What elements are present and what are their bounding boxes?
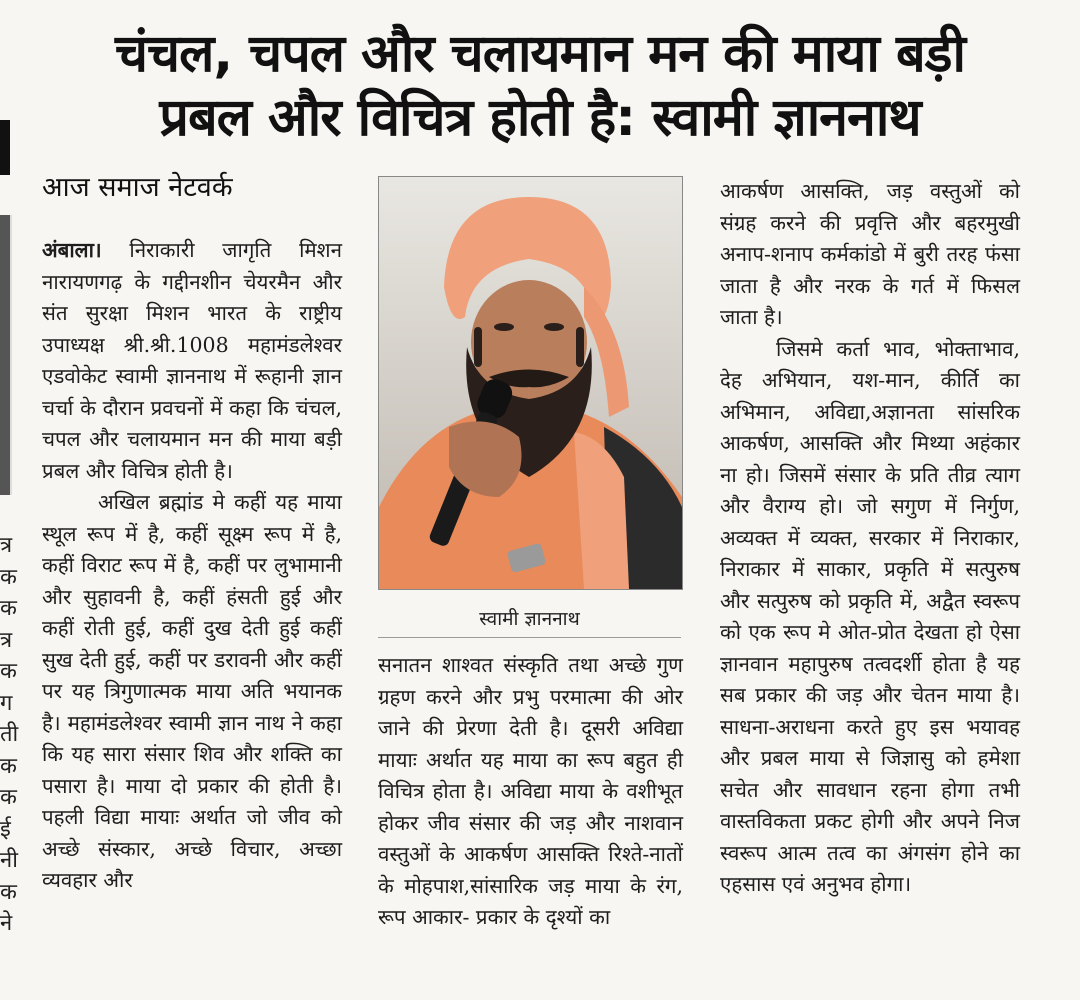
dateline: अंबाला। — [42, 238, 102, 262]
edge-char: क — [0, 596, 17, 621]
edge-char: नी — [0, 848, 18, 873]
article-paragraph: अखिल ब्रह्मांड मे कहीं यह माया स्थूल रूप में है, कहीं सूक्ष्म रूप में है, कहीं विराट रूप में है, कहीं पर लुभामानी और सुहावनी है, कहीं हंसती हुई और कहीं रोती हुई, कहीं दुख देती हुई कहीं सुख देती हुई, कहीं पर डरावनी और कहीं पर यह त्रिगुणात्मक माया अति भयानक है। महामंडलेश्वर स्वामी ज्ञान नाथ ने कहा कि यह सारा संसार शिव और शक्ति का पसारा है। माया दो प्रकार की होती है। पहली विद्या मायाः अर्थात जो जीव को अच्छे संस्कार, अच्छे विचार, अच्छा व्यवहार और — [42, 490, 342, 892]
article-column-1 — [42, 235, 342, 897]
portrait-with-microphone-icon — [379, 177, 682, 589]
article-paragraph: आकर्षण आसक्ति, जड़ वस्तुओं को संग्रह करने की प्रवृत्ति और बहरमुखी अनाप-शनाप कर्मकांडो में बुरी तरह फंसा जाता है और नरक के गर्त में फिसल जाता है। — [720, 179, 1020, 329]
headline — [0, 22, 1080, 150]
edge-char: क — [0, 659, 17, 684]
article-column-2 — [378, 650, 683, 934]
paragraph-text: निराकारी जागृति मिशन नारायणगढ़ के गद्दीनशीन चेयरमैन और संत सुरक्षा मिशन भारत के राष्ट्रीय उपाध्यक्ष श्री.श्री.1008 महामंडलेश्वर एडवोकेट स्वामी ज्ञाननाथ में रूहानी ज्ञान चर्चा के दौरान प्रवचनों में कहा कि चंचल, चपल और चलायमान मन की माया बड़ी प्रबल और विचित्र होती है। — [42, 238, 342, 483]
adjacent-photo-fragment — [0, 215, 12, 495]
caption-divider — [378, 637, 681, 638]
edge-char: त्र — [0, 533, 13, 558]
article-column-3 — [720, 176, 1020, 901]
edge-char: ई — [0, 816, 11, 842]
article-paragraph — [42, 235, 342, 487]
article-paragraph: सनातन शाश्वत संस्कृति तथा अच्छे गुण ग्रहण करने और प्रभु परमात्मा की ओर जाने की प्रेरणा देती है। दूसरी अविद्या मायाः अर्थात यह माया का रूप बहुत ही विचित्र होता है। अविद्या माया के वशीभूत होकर जीव संसार की जड़ और नाशवान वस्तुओं के आकर्षण आसक्ति रिश्ते-नातों के मोहपाश,सांसारिक जड़ माया के रंग, रूप आकार- प्रकार के दृश्यों का — [378, 653, 683, 929]
edge-char: क — [0, 879, 17, 905]
article-paragraph: जिसमे कर्ता भाव, भोक्ताभाव, देह अभियान, यश-मान, कीर्ति का अभिमान, अविद्या,अज्ञानता सांसरिक आकर्षण, आसक्ति और मिथ्या अहंकार ना हो। जिसमें संसार के प्रति तीव्र त्याग और वैराग्य हो। जो सगुण में निर्गुण, अव्यक्त में व्यक्त, सरकार में निराकार, निराकार में साकार, प्रकृति में सत्पुरुष और सत्पुरुष को प्रकृति में, अद्वैत स्वरूप को एक रूप मे ओत-प्रोत देखता हो ऐसा ज्ञानवान महापुरुष तत्वदर्शी होता है यह सब प्रकार की जड़ और चेतन माया है। साधना-अराधना करते हुए इस भयावह और प्रबल माया से जिज्ञासु को हमेशा सचेत और सावधान रहना होगा तभी वास्तविकता प्रकट होगी और अपने निज स्वरूप आत्म तत्व का अंगसंग होने का एहसास एवं अनुभव होगा। — [720, 336, 1020, 896]
edge-char: ने — [0, 911, 13, 936]
portrait-photo — [378, 176, 683, 590]
headline-line-2: प्रबल और विचित्र होती है: स्वामी ज्ञाननाथ — [159, 88, 921, 148]
adjacent-text-fragment — [0, 530, 20, 940]
adjacent-headline-fragment — [0, 120, 10, 175]
adjacent-article-fragment — [0, 120, 22, 1000]
edge-char: ग — [0, 690, 13, 716]
byline: आज समाज नेटवर्क — [42, 172, 233, 203]
edge-char: क — [0, 564, 17, 590]
edge-char: क — [0, 753, 17, 779]
photo-caption: स्वामी ज्ञाननाथ — [479, 608, 580, 630]
headline-line-1: चंचल, चपल और चलायमान मन की माया बड़ी — [115, 24, 965, 84]
edge-char: ती — [0, 722, 19, 747]
edge-char: क — [0, 785, 17, 810]
edge-char: त्र — [0, 627, 13, 653]
